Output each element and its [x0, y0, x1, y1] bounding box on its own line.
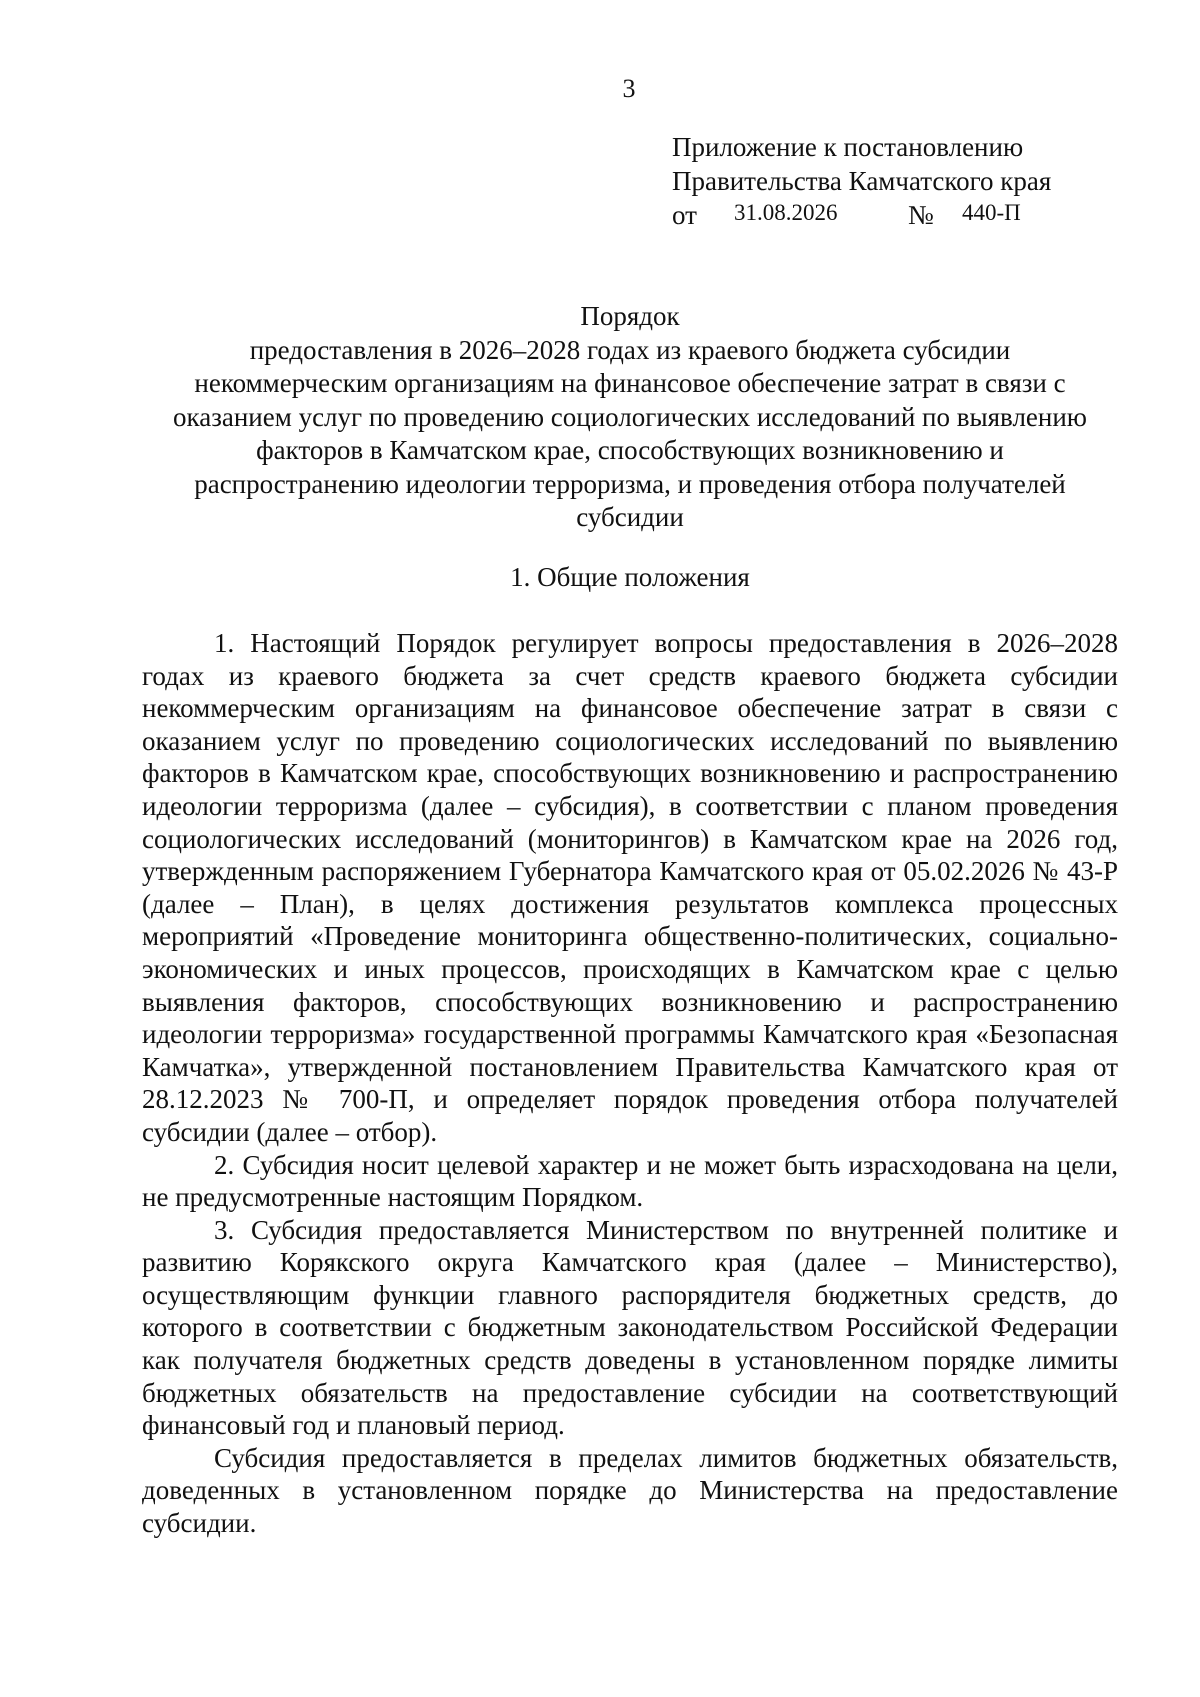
- appendix-line-1: Приложение к постановлению: [672, 132, 1024, 162]
- page-number: 3: [622, 74, 636, 103]
- document-body: [142, 627, 1118, 1540]
- title-line: субсидии: [576, 502, 684, 532]
- appendix-block: [672, 130, 1051, 232]
- title-line: распространению идеологии терроризма, и проведения отбора получателей: [194, 468, 1066, 499]
- title-line: оказанием услуг по проведению социологических исследований по выявлению: [173, 401, 1087, 432]
- appendix-reference: [672, 198, 1051, 232]
- paragraph: 3. Субсидия предоставляется Министерством по внутренней политике и развитию Корякского округа Камчатского края (далее – Министерство), осуществляющим функции главного распорядителя бюджетных средств, до которого в соответствии с бюджетным законодательством Российской Федерации как получателя бюджетных средств доведены в установленном порядке лимиты бюджетных обязательств на предоставление субсидии на соответствующий финансовый год и плановый период.: [142, 1214, 1118, 1441]
- title-line: некоммерческим организациям на финансовое обеспечение затрат в связи с: [194, 368, 1066, 398]
- from-label: от: [672, 200, 697, 230]
- title-line: предоставления в 2026–2028 годах из краевого бюджета субсидии: [249, 334, 1011, 365]
- section-heading: 1. Общие положения: [510, 562, 750, 592]
- paragraph: 1. Настоящий Порядок регулирует вопросы предоставления в 2026–2028 годах из краевого бюджета за счет средств краевого бюджета субсидии некоммерческим организациям на финансовое обеспечение затрат в связи с оказанием услуг по проведению социологических исследований по выявлению факторов в Камчатском крае, способствующих возникновению и распространению идеологии терроризма (далее – субсидия), в соответствии с планом проведения социологических исследований (мониторингов) в Камчатском крае на 2026 год, утвержденным распоряжением Губернатора Камчатского края от 05.02.2026 № 43-Р (далее – План), в целях достижения результатов комплекса процессных мероприятий «Проведение мониторинга общественно-политических, социально-экономических и иных процессов, происходящих в Камчатском крае с целью выявления факторов, способствующих возникновению и распространению идеологии терроризма» государственной программы Камчатского края «Безопасная Камчатка», утвержденной постановлением Правительства Камчатского края от 28.12.2023 № 700-П, и определяет порядок проведения отбора получателей субсидии (далее – отбор).: [142, 628, 1118, 1147]
- number-label: №: [908, 200, 934, 230]
- title-heading: Порядок: [580, 301, 680, 331]
- resolution-number: 440-П: [962, 200, 1021, 225]
- title-line: факторов в Камчатском крае, способствующих возникновению и: [256, 435, 1004, 465]
- resolution-date: 31.08.2026: [734, 200, 838, 225]
- appendix-line-2: Правительства Камчатского края: [672, 166, 1052, 196]
- paragraph: 2. Субсидия носит целевой характер и не может быть израсходована на цели, не предусмотренные настоящим Порядком.: [142, 1149, 1118, 1213]
- document-title: [140, 300, 1120, 535]
- paragraph: Субсидия предоставляется в пределах лимитов бюджетных обязательств, доведенных в установленном порядке до Министерства на предоставление субсидии.: [142, 1442, 1118, 1539]
